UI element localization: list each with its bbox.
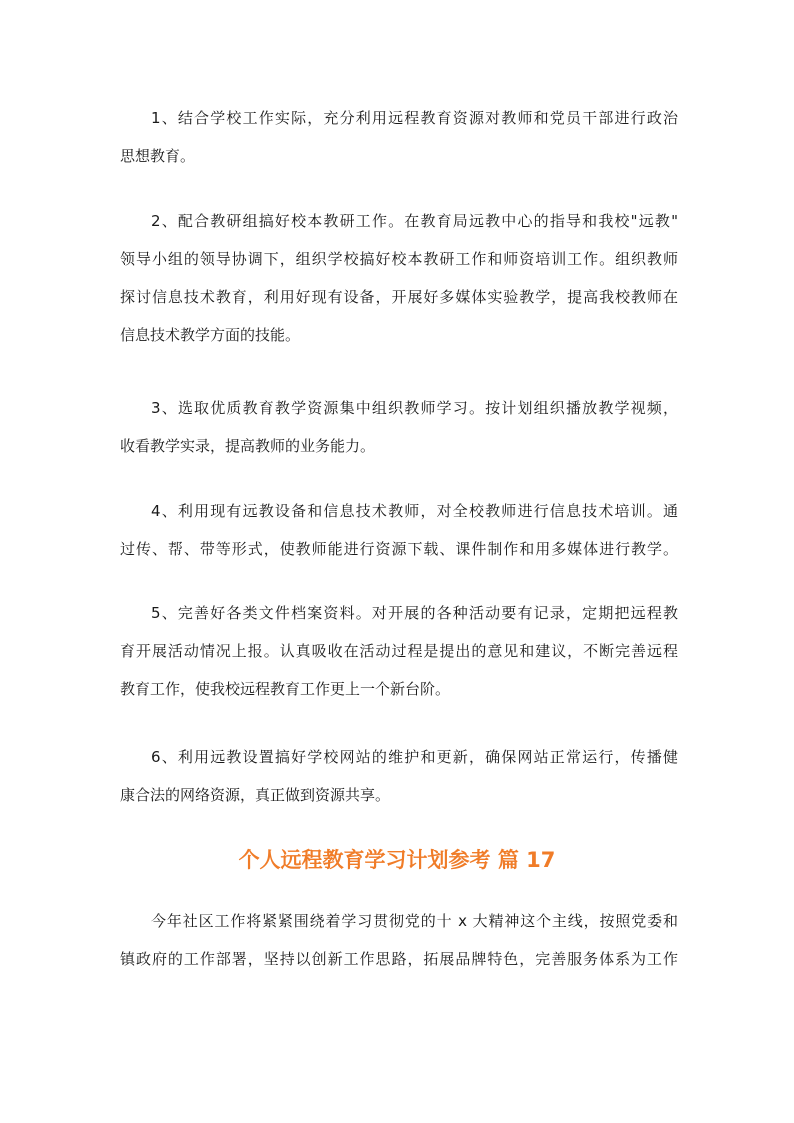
paragraph-line: 收看教学实录，提高教师的业务能力。 (120, 437, 376, 455)
paragraph-1 (120, 99, 678, 175)
paragraph-line: 教育工作，使我校远程教育工作更上一个新台阶。 (120, 680, 451, 698)
paragraph-line: 康合法的网络资源，真正做到资源共享。 (120, 786, 391, 804)
paragraph-line: 5、完善好各类文件档案资料。对开展的各种活动要有记录，定期把远程教 (151, 604, 678, 622)
section-heading: 个人远程教育学习计划参考 篇 17 (238, 848, 556, 872)
paragraph-line: 3、选取优质教育教学资源集中组织教师学习。按计划组织播放教学视频， (151, 399, 678, 417)
paragraph-line: 育开展活动情况上报。认真吸收在活动过程是提出的意见和建议，不断完善远程 (120, 642, 678, 660)
paragraph-line: 思想教育。 (120, 147, 196, 165)
paragraph-line: 探讨信息技术教育，利用好现有设备，开展好多媒体实验教学，提高我校教师在 (120, 288, 678, 306)
paragraph-5 (120, 594, 678, 708)
paragraph-2 (120, 202, 678, 354)
paragraph-line: 1、结合学校工作实际，充分利用远程教育资源对教师和党员干部进行政治 (151, 109, 678, 127)
paragraph-3 (120, 389, 678, 465)
paragraph-line: 4、利用现有远教设备和信息技术教师，对全校教师进行信息技术培训。通 (151, 502, 678, 520)
paragraph-final (120, 902, 678, 978)
paragraph-6 (120, 738, 678, 814)
paragraph-line: 今年社区工作将紧紧围绕着学习贯彻党的十 x 大精神这个主线，按照党委和 (151, 912, 678, 930)
paragraph-line: 2、配合教研组搞好校本教研工作。在教育局远教中心的指导和我校"远教" (151, 212, 678, 230)
paragraph-line: 领导小组的领导协调下，组织学校搞好校本教研工作和师资培训工作。组织教师 (120, 250, 678, 268)
paragraph-4 (120, 492, 678, 568)
paragraph-line: 过传、帮、带等形式，使教师能进行资源下载、课件制作和用多媒体进行教学。 (120, 540, 678, 558)
paragraph-line: 镇政府的工作部署，坚持以创新工作思路，拓展品牌特色，完善服务体系为工作 (120, 950, 678, 968)
paragraph-line: 信息技术教学方面的技能。 (120, 326, 301, 344)
paragraph-line: 6、利用远教设置搞好学校网站的维护和更新，确保网站正常运行，传播健 (151, 748, 678, 766)
